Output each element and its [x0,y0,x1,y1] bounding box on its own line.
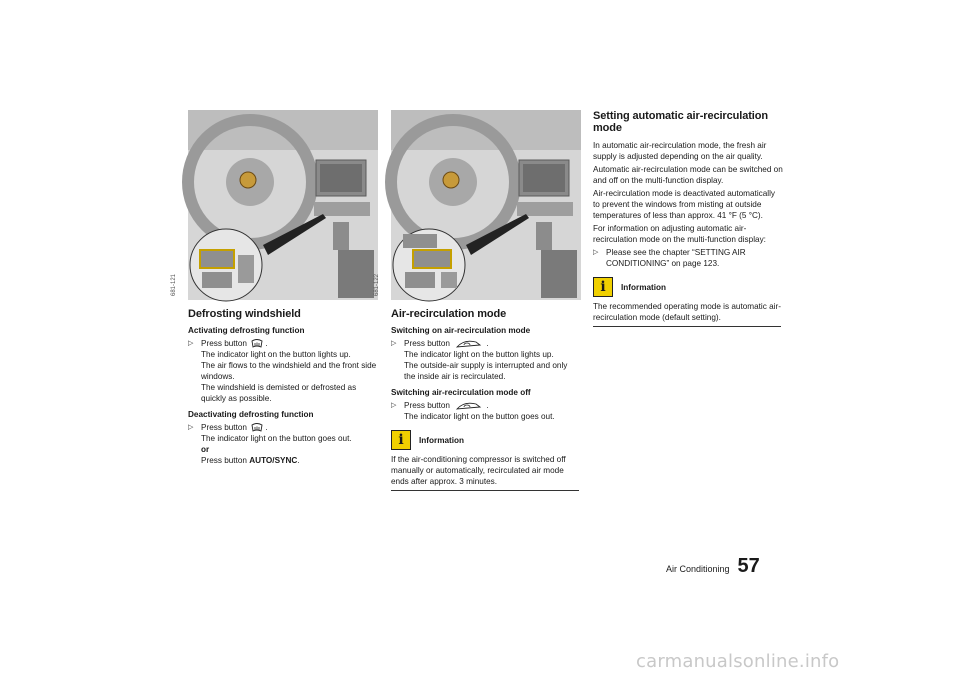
divider [391,490,579,491]
step-switch-on: ▷ Press button . The indicator light on the button lights up. The outside-air supply is interrupted and only the inside air is recirculated. [391,338,581,382]
dashboard-photo-recirculation [374,110,581,300]
step-arrow-icon: ▷ [593,249,599,256]
subheading-activate: Activating defrosting function [188,326,305,335]
info-icon: i [391,430,411,450]
step-arrow-icon: ▷ [391,402,397,409]
figure-code: 681-122 [374,273,380,296]
section-title: Air-recirculation mode [391,308,507,320]
step-arrow-icon: ▷ [188,424,194,431]
defrost-windshield-icon [251,339,263,349]
page-number: 57 [737,555,760,577]
divider [593,326,781,327]
recirculation-icon [454,401,484,411]
step-result-line: The indicator light on the button goes out. [404,412,555,421]
step-activate: ▷ Press button . The indicator light on the button lights up. The air flows to the windshield and the front side windows. The windshield is demisted or defrosted as quickly as possible. [188,339,377,403]
step-result-line: The windshield is demisted or defrosted as quickly as possible. [201,383,357,403]
step-result-line: The indicator light on the button lights up. [201,350,351,359]
paragraph: Automatic air-recirculation mode can be switched on and off on the multi-function display. [593,165,783,185]
chapter-reference: Please see the chapter “SETTING AIR CONDITIONING” on page 123. [606,248,746,268]
defrost-windshield-icon [251,423,263,433]
dashboard-photo-defrost [171,110,378,300]
column-auto-recirculation [593,110,783,327]
step-result-line: The outside-air supply is interrupted and only the inside air is recirculated. [404,361,568,381]
subheading-deactivate: Deactivating defrosting function [188,410,314,419]
section-title: Defrosting windshield [188,308,301,320]
section-title: Setting automatic air-recirculation mode [593,110,768,134]
information-label: Information [621,282,667,292]
step-result-line: The air flows to the windshield and the front side windows. [201,361,377,381]
step-switch-off: ▷ Press button . The indicator light on the button goes out. [391,401,555,421]
recirculation-icon [454,339,484,349]
column-recirculation [374,110,581,491]
figure-code: 681-121 [171,273,177,296]
step-result-line: The indicator light on the button lights up. [404,350,554,359]
information-block [391,430,581,450]
paragraph: Air-recirculation mode is deactivated automatically to prevent the windows from misting at outside temperatures of less than approx. 41 °F (5 °C). [593,189,776,220]
paragraph: In automatic air-recirculation mode, the fresh air supply is adjusted depending on the air quality. [593,141,767,161]
subheading-switch-off: Switching air-recirculation mode off [391,388,531,397]
auto-sync-button-label: AUTO/SYNC [249,456,298,465]
info-icon: i [593,277,613,297]
information-label: Information [419,435,465,445]
paragraph: For information on adjusting automatic air-recirculation mode on the multi-function display: [593,224,766,244]
or-label: or [201,445,210,454]
step-result-line: The indicator light on the button goes out. [201,434,352,443]
step-deactivate: ▷ Press button . The indicator light on the button goes out. or Press button AUTO/SYNC. [188,423,352,465]
subheading-switch-on: Switching on air-recirculation mode [391,326,531,335]
step-arrow-icon: ▷ [188,340,194,347]
step-see-chapter [593,247,783,269]
watermark: carmanualsonline.info [636,651,840,672]
information-block [593,277,783,297]
step-arrow-icon: ▷ [391,340,397,347]
page-footer [666,555,760,578]
information-text: The recommended operating mode is automatic air-recirculation mode (default setting). [593,302,781,322]
section-name: Air Conditioning [666,564,730,574]
column-defrosting [171,110,378,468]
information-text: If the air-conditioning compressor is switched off manually or automatically, recirculated air mode ends after approx. 3 minutes. [391,455,566,486]
